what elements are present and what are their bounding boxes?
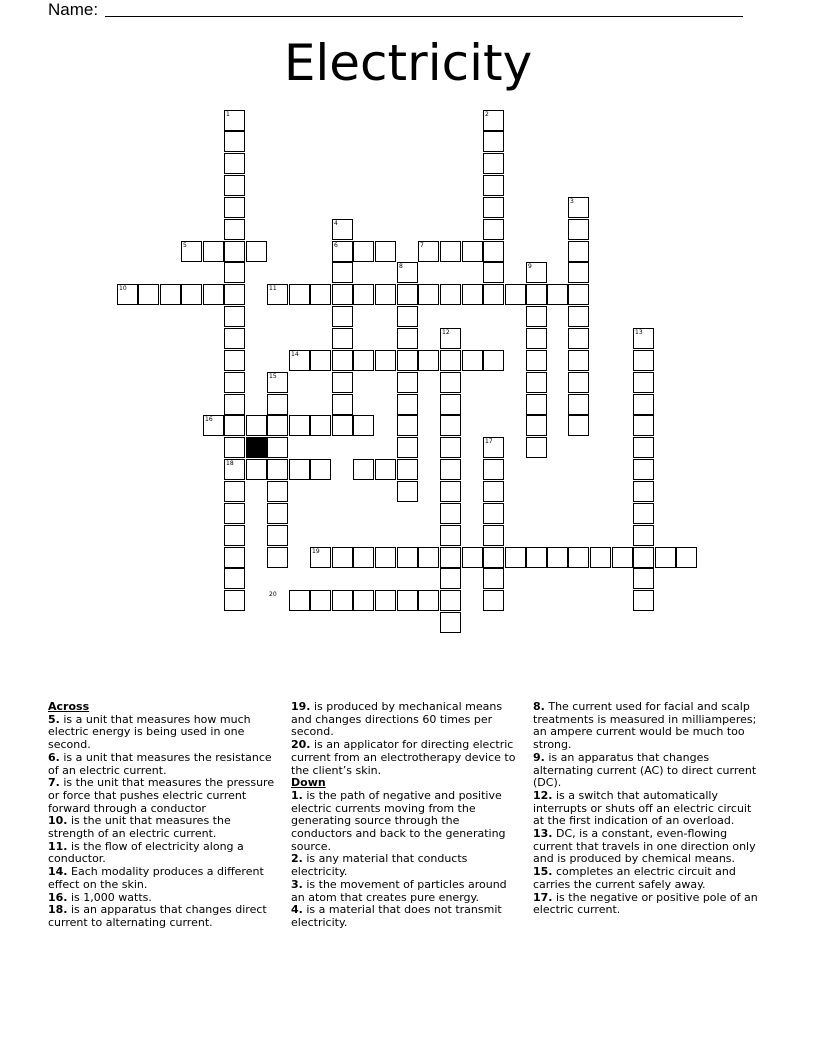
grid-cell[interactable]: [289, 415, 310, 436]
grid-cell[interactable]: [332, 372, 353, 393]
across-clue: [48, 866, 280, 891]
grid-cell[interactable]: [462, 284, 483, 305]
clue-text: DC, is a constant, even-flowing current that travels in one direction only and is produced by chemical means.: [533, 827, 756, 866]
grid-cell[interactable]: [375, 284, 396, 305]
down-clue: [291, 790, 523, 854]
grid-cell[interactable]: [655, 547, 676, 568]
grid-cell[interactable]: [224, 481, 245, 502]
clue-text: The current used for facial and scalp treatments is measured in milliamperes; an ampere current would be much too strong.: [533, 700, 757, 752]
grid-cell[interactable]: [440, 590, 461, 611]
grid-cell[interactable]: [310, 459, 331, 480]
across-clue: [48, 904, 280, 929]
grid-cell[interactable]: [332, 284, 353, 305]
grid-cell[interactable]: [462, 241, 483, 262]
clue-text: is an apparatus that changes alternating current (AC) to direct current (DC).: [533, 750, 757, 790]
grid-cell[interactable]: [526, 394, 547, 415]
grid-cell[interactable]: [289, 459, 310, 480]
clue-text: is any material that conducts electricity.: [291, 852, 468, 879]
grid-cell[interactable]: [397, 590, 418, 611]
down-clue: [533, 828, 765, 866]
grid-cell[interactable]: [353, 547, 374, 568]
grid-cell[interactable]: [267, 437, 288, 458]
clue-label: 15.: [533, 865, 553, 879]
grid-cell[interactable]: [418, 350, 439, 371]
clue-label: 16.: [48, 890, 68, 904]
grid-cell[interactable]: [440, 415, 461, 436]
clue-number: 10: [119, 285, 127, 292]
grid-cell[interactable]: [224, 241, 245, 262]
grid-cell[interactable]: [310, 350, 331, 371]
clue-number: 16: [205, 416, 213, 423]
grid-cell[interactable]: [353, 350, 374, 371]
grid-cell[interactable]: [375, 547, 396, 568]
grid-cell[interactable]: [633, 437, 654, 458]
grid-cell[interactable]: [397, 437, 418, 458]
grid-cell[interactable]: [246, 459, 267, 480]
clue-text: is a unit that measures how much electric energy is being used in one second.: [48, 712, 251, 752]
clue-label: 20.: [291, 738, 311, 752]
clue-number: 4: [334, 220, 338, 227]
grid-cell[interactable]: [332, 394, 353, 415]
grid-cell[interactable]: [440, 547, 461, 568]
grid-cell[interactable]: [375, 241, 396, 262]
grid-cell[interactable]: [267, 547, 288, 568]
across-heading: Across: [48, 700, 90, 713]
grid-cell[interactable]: [224, 306, 245, 327]
clue-label: 10.: [48, 814, 68, 828]
grid-cell[interactable]: [224, 284, 245, 305]
grid-cell[interactable]: [440, 612, 461, 633]
grid-cell[interactable]: [224, 262, 245, 283]
clue-text: is the path of negative and positive electric currents moving from the generating source through the conductors and back to the generating source.: [291, 788, 506, 853]
clue-text: is a switch that automatically interrupts or shuts off an electric circuit at the first indication of an overload.: [533, 788, 752, 828]
grid-cell[interactable]: [397, 481, 418, 502]
grid-cell[interactable]: [483, 131, 504, 152]
grid-cell[interactable]: [483, 590, 504, 611]
down-clue: [291, 853, 523, 878]
grid-cell[interactable]: [267, 394, 288, 415]
grid-cell[interactable]: [462, 350, 483, 371]
grid-cell[interactable]: [224, 547, 245, 568]
clue-number: 12: [442, 329, 450, 336]
grid-cell[interactable]: [289, 284, 310, 305]
clue-label: 5.: [48, 712, 60, 726]
clue-label: 11.: [48, 839, 68, 853]
grid-cell[interactable]: [267, 459, 288, 480]
across-clue: [291, 701, 523, 739]
name-label: Name:: [48, 0, 99, 19]
grid-cell[interactable]: [397, 459, 418, 480]
grid-cell[interactable]: [397, 415, 418, 436]
clue-label: 2.: [291, 852, 303, 866]
grid-cell[interactable]: [568, 547, 589, 568]
grid-cell[interactable]: [568, 306, 589, 327]
clue-column-1: [48, 701, 280, 930]
grid-cell[interactable]: [267, 503, 288, 524]
grid-cell[interactable]: [397, 394, 418, 415]
down-clue: [291, 904, 523, 929]
grid-cell[interactable]: [418, 547, 439, 568]
grid-cell[interactable]: [310, 415, 331, 436]
clue-label: 19.: [291, 700, 311, 713]
grid-cell[interactable]: [440, 372, 461, 393]
grid-cell[interactable]: [483, 525, 504, 546]
across-clue: [291, 739, 523, 777]
grid-cell[interactable]: [483, 241, 504, 262]
grid-cell[interactable]: [676, 547, 697, 568]
clue-label: 8.: [533, 700, 545, 713]
grid-cell[interactable]: [224, 415, 245, 436]
clue-text: completes an electric circuit and carries the current safely away.: [533, 865, 736, 891]
grid-cell[interactable]: [224, 503, 245, 524]
clue-text: is the negative or positive pole of an electric current.: [533, 890, 758, 917]
grid-cell[interactable]: [332, 262, 353, 283]
grid-cell[interactable]: [633, 590, 654, 611]
grid-cell[interactable]: [505, 547, 526, 568]
grid-cell[interactable]: [483, 547, 504, 568]
grid-cell[interactable]: [397, 372, 418, 393]
clue-text: is the unit that measures the strength of an electric current.: [48, 814, 231, 841]
grid-cell[interactable]: [483, 503, 504, 524]
down-clue: [533, 752, 765, 790]
grid-cell[interactable]: [526, 372, 547, 393]
grid-cell[interactable]: [440, 525, 461, 546]
grid-cell[interactable]: [483, 459, 504, 480]
clue-number: 11: [269, 285, 277, 292]
grid-cell[interactable]: [483, 262, 504, 283]
clue-text: is the unit that measures the pressure or force that pushes electric current forward through a conductor: [48, 776, 275, 815]
grid-cell[interactable]: [440, 503, 461, 524]
grid-cell[interactable]: [633, 350, 654, 371]
grid-cell[interactable]: [547, 547, 568, 568]
grid-cell[interactable]: [224, 590, 245, 611]
grid-cell[interactable]: [224, 328, 245, 349]
grid-cell[interactable]: [181, 284, 202, 305]
grid-cell[interactable]: [633, 415, 654, 436]
grid-cell[interactable]: [224, 153, 245, 174]
grid-cell[interactable]: [633, 481, 654, 502]
grid-cell[interactable]: [440, 568, 461, 589]
grid-cell[interactable]: [483, 568, 504, 589]
clue-number: 13: [635, 329, 643, 336]
grid-cell[interactable]: [375, 459, 396, 480]
clue-number: 3: [570, 198, 574, 205]
grid-cell[interactable]: [332, 547, 353, 568]
black-cell: [246, 437, 267, 458]
grid-cell[interactable]: [633, 568, 654, 589]
grid-cell[interactable]: [224, 219, 245, 240]
clue-label: 9.: [533, 750, 545, 764]
grid-cell[interactable]: [332, 328, 353, 349]
clue-label: 4.: [291, 903, 303, 917]
grid-cell[interactable]: [526, 547, 547, 568]
clue-text: Each modality produces a different effect on the skin.: [48, 865, 264, 891]
grid-cell[interactable]: [310, 590, 331, 611]
clue-label: 18.: [48, 903, 68, 917]
clue-column-2: [291, 701, 523, 930]
grid-cell[interactable]: [633, 394, 654, 415]
grid-cell[interactable]: [224, 437, 245, 458]
grid-cell[interactable]: [633, 525, 654, 546]
grid-cell[interactable]: [224, 350, 245, 371]
grid-cell[interactable]: [568, 262, 589, 283]
grid-cell[interactable]: [246, 415, 267, 436]
clue-number: 7: [420, 242, 424, 249]
grid-cell[interactable]: [612, 547, 633, 568]
grid-cell[interactable]: [483, 481, 504, 502]
grid-cell[interactable]: [418, 284, 439, 305]
grid-cell[interactable]: [440, 394, 461, 415]
grid-cell[interactable]: [568, 328, 589, 349]
down-clue: [533, 701, 765, 752]
grid-cell[interactable]: [526, 306, 547, 327]
grid-cell[interactable]: [267, 481, 288, 502]
grid-cell[interactable]: [505, 284, 526, 305]
grid-cell[interactable]: [332, 590, 353, 611]
clue-label: 6.: [48, 750, 60, 764]
grid-cell[interactable]: [547, 284, 568, 305]
down-clue: [533, 866, 765, 891]
grid-cell[interactable]: [483, 284, 504, 305]
grid-cell[interactable]: [568, 241, 589, 262]
clue-label: 3.: [291, 877, 303, 891]
grid-cell[interactable]: [590, 547, 611, 568]
grid-cell[interactable]: [375, 590, 396, 611]
across-clue: [48, 815, 280, 840]
grid-cell[interactable]: [440, 459, 461, 480]
down-clue: [533, 892, 765, 917]
clue-number: 17: [485, 438, 493, 445]
grid-cell[interactable]: [483, 219, 504, 240]
across-clue: [48, 752, 280, 777]
clue-text: is produced by mechanical means and changes directions 60 times per second.: [291, 700, 503, 739]
across-clue: [48, 841, 280, 866]
grid-cell[interactable]: [332, 306, 353, 327]
clue-number: 20: [269, 591, 277, 598]
grid-cell[interactable]: [332, 415, 353, 436]
grid-cell[interactable]: [397, 306, 418, 327]
clue-label: 12.: [533, 788, 553, 802]
grid-cell[interactable]: [353, 241, 374, 262]
clue-text: is an applicator for directing electric current from an electrotherapy device to the client’s skin.: [291, 738, 516, 777]
clue-label: 17.: [533, 890, 553, 904]
down-clue: [291, 879, 523, 904]
across-clue: [48, 714, 280, 752]
clue-number: 14: [291, 351, 299, 358]
grid-cell[interactable]: [418, 590, 439, 611]
page-title: Electricity: [283, 34, 533, 92]
grid-cell[interactable]: [397, 328, 418, 349]
clue-number: 6: [334, 242, 338, 249]
grid-cell[interactable]: [224, 568, 245, 589]
grid-cell[interactable]: [568, 350, 589, 371]
clue-column-3: [533, 701, 765, 917]
grid-cell[interactable]: [440, 481, 461, 502]
grid-cell[interactable]: [310, 284, 331, 305]
across-clue: [48, 777, 280, 815]
clue-text: is a unit that measures the resistance of an electric current.: [48, 750, 272, 777]
grid-cell[interactable]: [526, 437, 547, 458]
clue-number: 5: [183, 242, 187, 249]
grid-cell[interactable]: [440, 284, 461, 305]
grid-cell[interactable]: [568, 219, 589, 240]
grid-cell[interactable]: [203, 241, 224, 262]
grid-cell[interactable]: [353, 590, 374, 611]
grid-cell[interactable]: [440, 350, 461, 371]
grid-cell[interactable]: [224, 175, 245, 196]
grid-cell[interactable]: [397, 547, 418, 568]
clue-number: 2: [485, 111, 489, 118]
grid-cell[interactable]: [526, 350, 547, 371]
grid-cell[interactable]: [353, 459, 374, 480]
grid-cell[interactable]: [568, 415, 589, 436]
grid-cell[interactable]: [483, 175, 504, 196]
grid-cell[interactable]: [633, 459, 654, 480]
grid-cell[interactable]: [353, 284, 374, 305]
down-heading: Down: [291, 776, 326, 790]
grid-cell[interactable]: [483, 197, 504, 218]
grid-cell[interactable]: [568, 372, 589, 393]
grid-cell[interactable]: [353, 415, 374, 436]
grid-cell[interactable]: [397, 350, 418, 371]
clue-label: 13.: [533, 827, 553, 841]
grid-cell[interactable]: [526, 328, 547, 349]
grid-cell[interactable]: [462, 547, 483, 568]
grid-cell[interactable]: [203, 284, 224, 305]
clue-label: 14.: [48, 865, 68, 879]
clue-text: is a material that does not transmit electricity.: [291, 903, 502, 929]
grid-cell[interactable]: [224, 525, 245, 546]
grid-cell[interactable]: [289, 590, 310, 611]
grid-cell[interactable]: [224, 394, 245, 415]
clue-label: 7.: [48, 776, 60, 790]
grid-cell[interactable]: [633, 372, 654, 393]
clue-text: is an apparatus that changes direct current to alternating current.: [48, 903, 267, 929]
grid-cell[interactable]: [332, 350, 353, 371]
grid-cell[interactable]: [483, 153, 504, 174]
grid-cell[interactable]: [568, 394, 589, 415]
grid-cell[interactable]: [267, 415, 288, 436]
clue-text: is 1,000 watts.: [71, 890, 152, 904]
grid-cell[interactable]: [526, 284, 547, 305]
grid-cell[interactable]: [267, 525, 288, 546]
clue-number: 9: [528, 263, 532, 270]
grid-cell[interactable]: [633, 503, 654, 524]
grid-cell[interactable]: [138, 284, 159, 305]
grid-cell[interactable]: [633, 547, 654, 568]
grid-cell[interactable]: [483, 350, 504, 371]
clue-number: 19: [312, 548, 320, 555]
grid-cell[interactable]: [246, 241, 267, 262]
grid-cell[interactable]: [224, 372, 245, 393]
grid-cell[interactable]: [375, 350, 396, 371]
grid-cell[interactable]: [568, 284, 589, 305]
grid-cell[interactable]: [224, 131, 245, 152]
down-clue: [533, 790, 765, 828]
grid-cell[interactable]: [224, 197, 245, 218]
clue-text: is the movement of particles around an atom that creates pure energy.: [291, 877, 507, 904]
grid-cell[interactable]: [397, 284, 418, 305]
grid-cell[interactable]: [440, 437, 461, 458]
clue-text: is the flow of electricity along a conductor.: [48, 839, 244, 866]
clue-number: 1: [226, 111, 230, 118]
grid-cell[interactable]: [526, 415, 547, 436]
grid-cell[interactable]: [160, 284, 181, 305]
clue-number: 15: [269, 373, 277, 380]
clue-label: 1.: [291, 788, 303, 802]
grid-cell[interactable]: [440, 241, 461, 262]
clue-number: 8: [399, 263, 403, 270]
clue-number: 18: [226, 460, 234, 467]
